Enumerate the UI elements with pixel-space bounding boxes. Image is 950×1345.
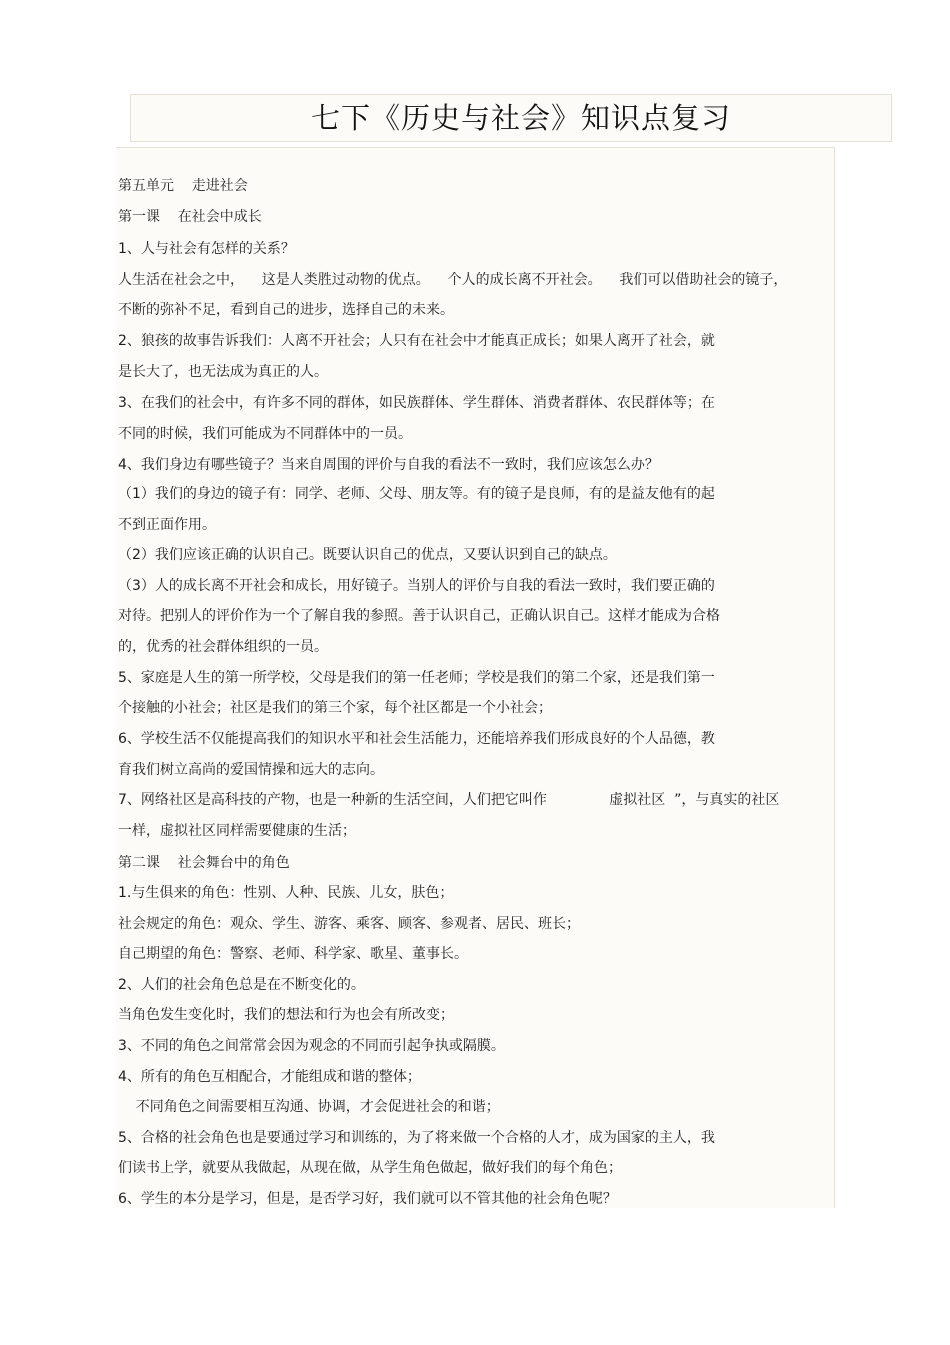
text-line: 一样，虚拟社区同样需要健康的生活； <box>118 823 356 839</box>
text-line: 2、人们的社会角色总是在不断变化的。 <box>118 977 365 993</box>
text-line: 6、学校生活不仅能提高我们的知识水平和社会生活能力，还能培养我们形成良好的个人品德，教 <box>118 731 715 747</box>
text-line: 3、不同的角色之间常常会因为观念的不同而引起争执或隔膜。 <box>118 1038 505 1054</box>
text-line: 个接触的小社会；社区是我们的第三个家，每个社区都是一个小社会； <box>118 700 552 716</box>
text-line: 的，优秀的社会群体组织的一员。 <box>118 639 328 655</box>
text-line: 社会规定的角色：观众、学生、游客、乘客、顾客、参观者、居民、班长； <box>118 916 580 932</box>
text-line: 们读书上学，就要从我做起，从现在做，从学生角色做起，做好我们的每个角色； <box>118 1160 622 1176</box>
title-box <box>130 94 892 142</box>
text-line: 不同的时候，我们可能成为不同群体中的一员。 <box>118 426 412 442</box>
text-line: 第二课 社会舞台中的角色 <box>118 855 290 871</box>
text-line: 不同角色之间需要相互沟通、协调，才会促进社会的和谐； <box>118 1099 500 1115</box>
text-line: （2）我们应该正确的认识自己。既要认识自己的优点，又要认识到自己的缺点。 <box>118 547 617 563</box>
text-line: （1）我们的身边的镜子有：同学、老师、父母、朋友等。有的镜子是良师，有的是益友他有的起 <box>118 486 715 502</box>
text-line: 1、人与社会有怎样的关系？ <box>118 241 295 257</box>
text-line: 4、所有的角色互相配合，才能组成和谐的整体； <box>118 1069 421 1085</box>
text-line: （3）人的成长离不开社会和成长，用好镜子。当别人的评价与自我的看法一致时，我们要正确的 <box>118 578 715 594</box>
text-line: 6、学生的本分是学习，但是，是否学习好，我们就可以不管其他的社会角色呢？ <box>118 1191 617 1207</box>
text-line: 是长大了，也无法成为真正的人。 <box>118 364 328 380</box>
text-line: 不断的弥补不足，看到自己的进步，选择自己的未来。 <box>118 302 454 318</box>
text-line: 5、家庭是人生的第一所学校，父母是我们的第一任老师；学校是我们的第二个家，还是我们第一 <box>118 670 715 686</box>
text-line: 不到正面作用。 <box>118 517 216 533</box>
text-line: 3、在我们的社会中，有许多不同的群体，如民族群体、学生群体、消费者群体、农民群体等；在 <box>118 395 715 411</box>
text-line: 自己期望的角色：警察、老师、科学家、歌星、董事长。 <box>118 946 468 962</box>
text-line: 5、合格的社会角色也是要通过学习和训练的，为了将来做一个合格的人才，成为国家的主人，我 <box>118 1130 715 1146</box>
text-line: 育我们树立高尚的爱国情操和远大的志向。 <box>118 762 384 778</box>
text-line: 对待。把别人的评价作为一个了解自我的参照。善于认识自己，正确认识自己。这样才能成为合格 <box>118 608 720 624</box>
page-title: 七下《历史与社会》知识点复习 <box>310 101 731 135</box>
text-line: 第五单元 走进社会 <box>118 178 248 194</box>
text-line: 人生活在社会之中， 这是人类胜过动物的优点。 个人的成长离不开社会。 我们可以借助社会的镜子， <box>118 272 788 288</box>
text-line: 7、网络社区是高科技的产物，也是一种新的生活空间，人们把它叫作 虚拟社区 ”，与真实的社区 <box>118 792 780 808</box>
text-line: 4、我们身边有哪些镜子？当来自周围的评价与自我的看法不一致时，我们应该怎么办？ <box>118 457 659 473</box>
text-line: 当角色发生变化时，我们的想法和行为也会有所改变； <box>118 1007 454 1023</box>
text-line: 第一课 在社会中成长 <box>118 209 262 225</box>
text-line: 2、狼孩的故事告诉我们：人离不开社会；人只有在社会中才能真正成长；如果人离开了社会，就 <box>118 333 715 349</box>
text-line: 1.与生俱来的角色：性别、人种、民族、儿女，肤色； <box>118 885 454 901</box>
